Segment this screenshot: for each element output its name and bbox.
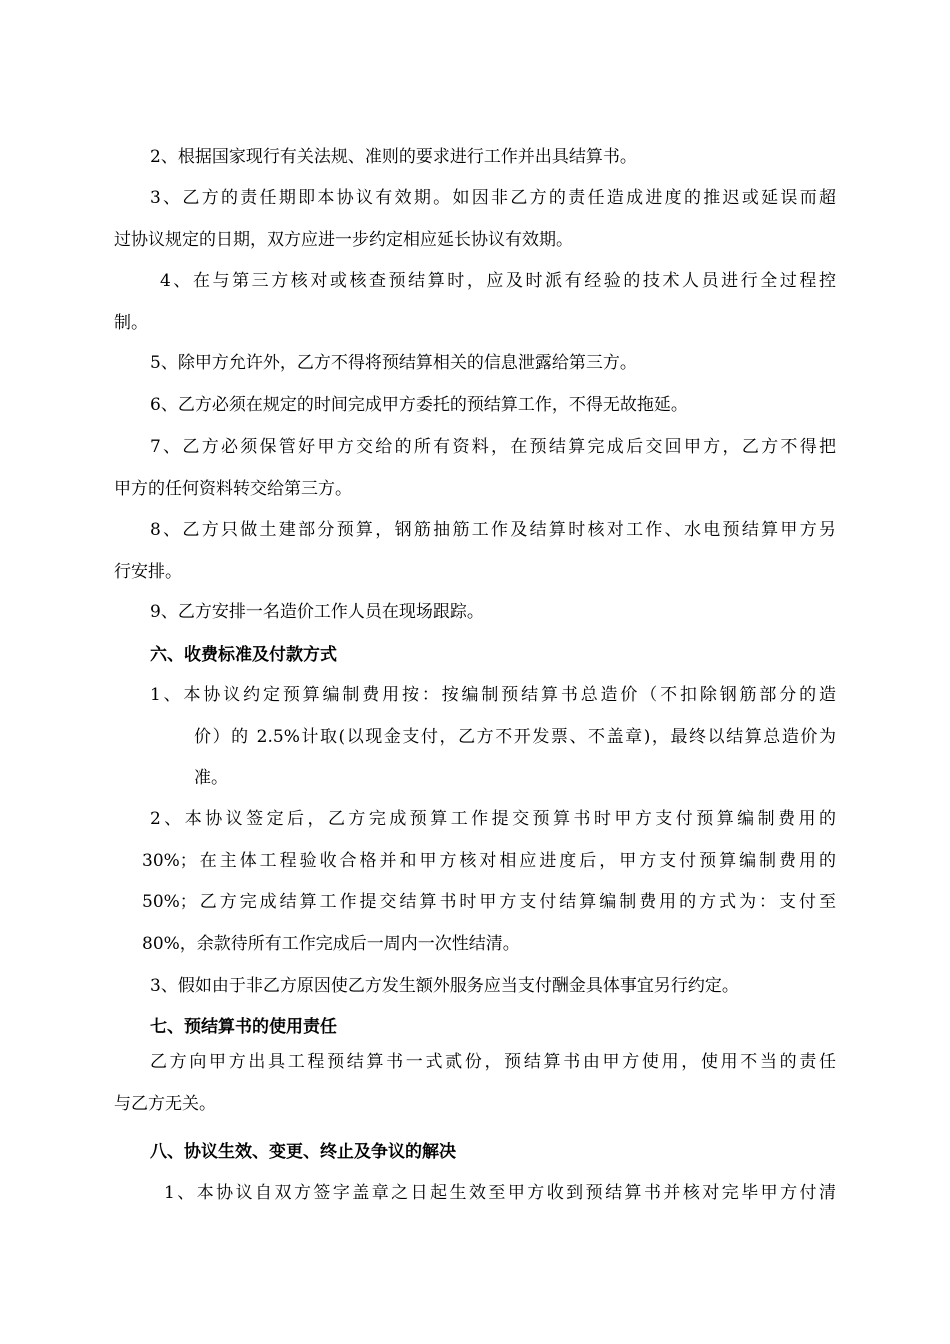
item-4-line-2: 制。 — [114, 313, 148, 333]
section-7-line-1: 乙方向甲方出具工程预结算书一式贰份，预结算书由甲方使用，使用不当的责任 — [150, 1052, 836, 1072]
section-6-heading: 六、收费标准及付款方式 — [150, 645, 337, 665]
fee-3-line-1: 3、假如由于非乙方原因使乙方发生额外服务应当支付酬金具体事宜另行约定。 — [150, 976, 739, 996]
fee-2-line-2: 30%；在主体工程验收合格并和甲方核对相应进度后，甲方支付预算编制费用的 — [142, 851, 836, 871]
item-6-line-1: 6、乙方必须在规定的时间完成甲方委托的预结算工作，不得无故拖延。 — [150, 395, 688, 415]
item-3-line-2: 过协议规定的日期，双方应进一步约定相应延长协议有效期。 — [114, 230, 573, 250]
item-8-line-1: 8、乙方只做土建部分预算，钢筋抽筋工作及结算时核对工作、水电预结算甲方另 — [150, 520, 836, 540]
section-7-heading: 七、预结算书的使用责任 — [150, 1017, 337, 1037]
item-7-line-1: 7、乙方必须保管好甲方交给的所有资料，在预结算完成后交回甲方，乙方不得把 — [150, 437, 836, 457]
section-7-line-2: 与乙方无关。 — [114, 1094, 216, 1114]
section-8-heading: 八、协议生效、变更、终止及争议的解决 — [150, 1142, 456, 1162]
fee-1-line-2: 价）的 2.5%计取(以现金支付，乙方不开发票、不盖章)，最终以结算总造价为 — [194, 727, 836, 747]
item-8-line-2: 行安排。 — [114, 562, 182, 582]
item-3-line-1: 3、乙方的责任期即本协议有效期。如因非乙方的责任造成进度的推迟或延误而超 — [150, 188, 836, 208]
fee-2-line-1: 2、本协议签定后，乙方完成预算工作提交预算书时甲方支付预算编制费用的 — [150, 809, 836, 829]
fee-2-line-4: 80%，余款待所有工作完成后一周内一次性结清。 — [142, 934, 520, 954]
fee-1-line-1: 1、本协议约定预算编制费用按：按编制预结算书总造价（不扣除钢筋部分的造 — [150, 685, 836, 705]
item-5-line-1: 5、除甲方允许外，乙方不得将预结算相关的信息泄露给第三方。 — [150, 353, 637, 373]
section-8-line-1: 1、本协议自双方签字盖章之日起生效至甲方收到预结算书并核对完毕甲方付清 — [164, 1183, 836, 1203]
fee-2-line-3: 50%；乙方完成结算工作提交结算书时甲方支付结算编制费用的方式为：支付至 — [142, 892, 836, 912]
item-2-line-1: 2、根据国家现行有关法规、准则的要求进行工作并出具结算书。 — [150, 147, 637, 167]
item-4-line-1: 4、在与第三方核对或核查预结算时，应及时派有经验的技术人员进行全过程控 — [160, 271, 836, 291]
item-9-line-1: 9、乙方安排一名造价工作人员在现场跟踪。 — [150, 602, 484, 622]
fee-1-line-3: 准。 — [194, 768, 228, 788]
item-7-line-2: 甲方的任何资料转交给第三方。 — [114, 479, 352, 499]
